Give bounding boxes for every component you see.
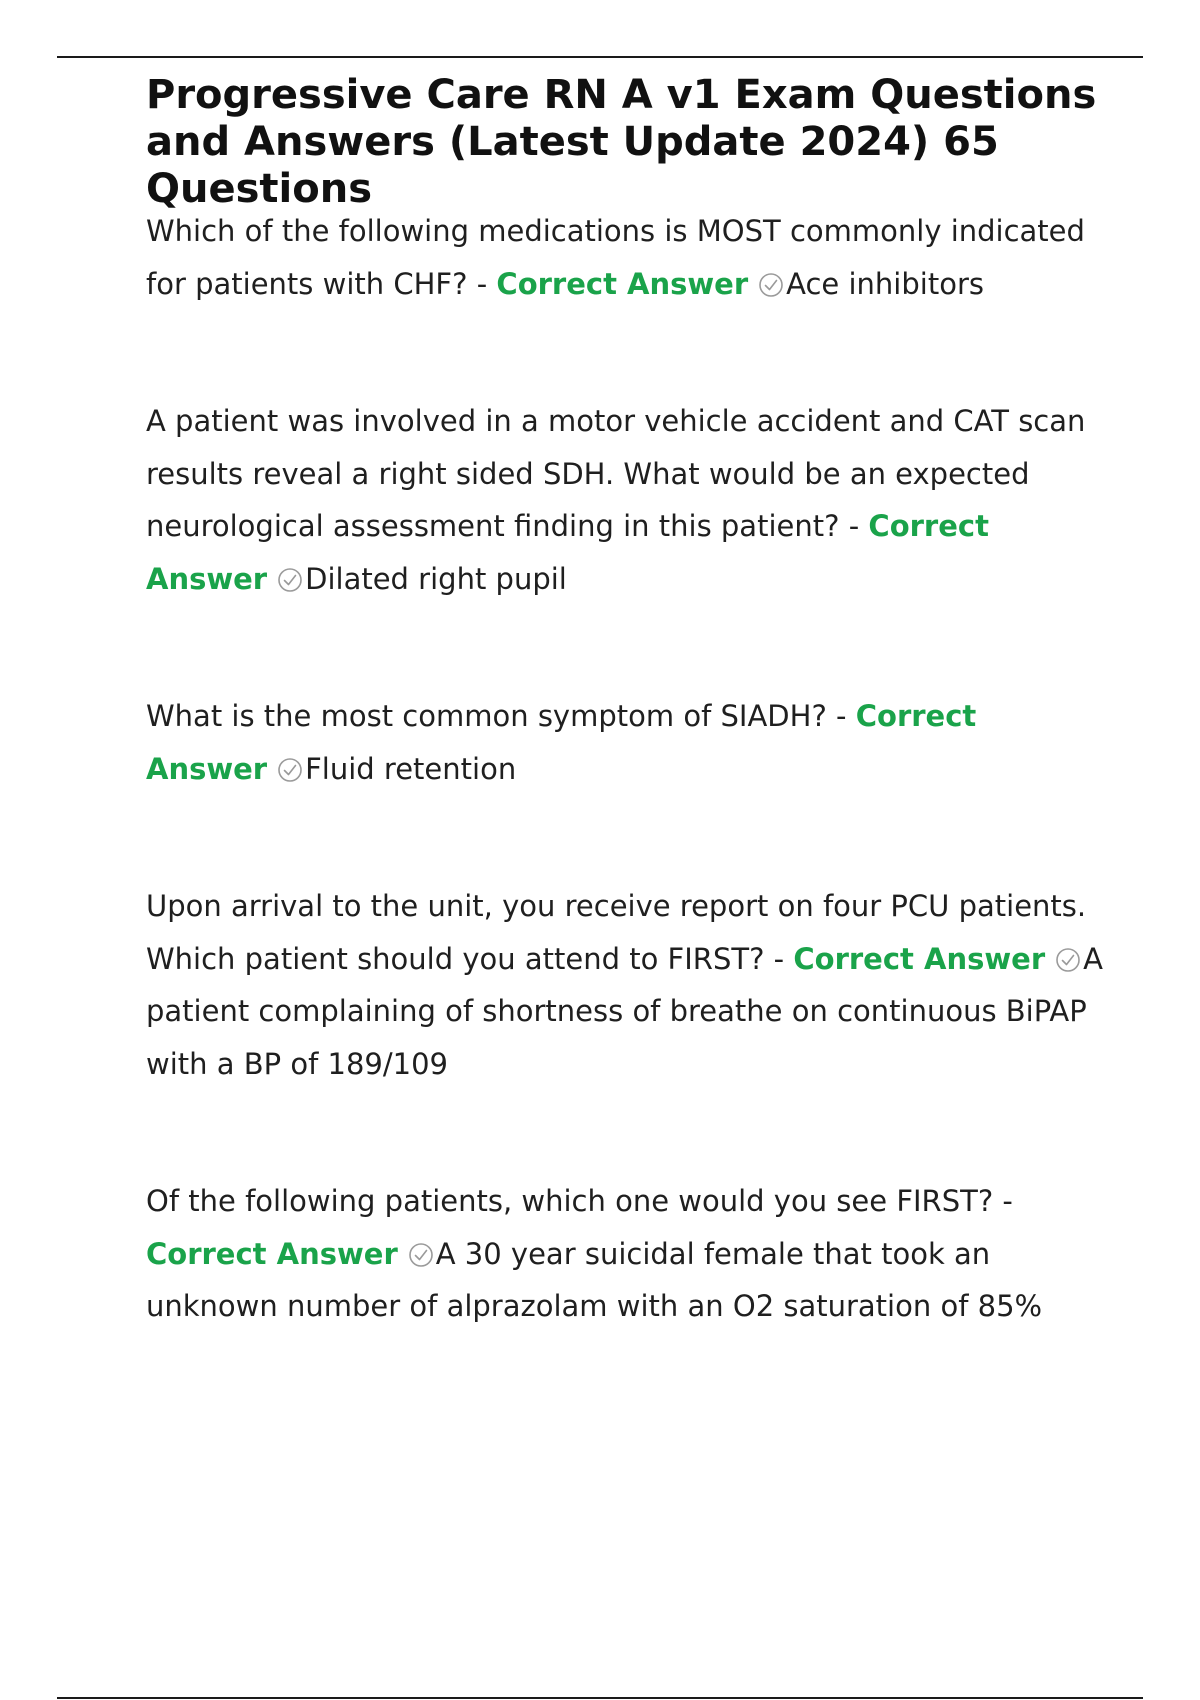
answer-text: Fluid retention <box>305 751 517 786</box>
answer-text: A 30 year suicidal female that took an unknown number of alprazolam with an O2 saturation of 85% <box>146 1236 1043 1323</box>
bottom-divider <box>57 1697 1143 1699</box>
checkmark-circle-icon <box>758 272 784 298</box>
document-title: Progressive Care RN A v1 Exam Questions and Answers (Latest Update 2024) 65 Questions <box>146 72 1097 212</box>
correct-answer-label: Correct Answer <box>146 699 977 786</box>
checkmark-circle-icon <box>1055 947 1081 973</box>
qa-item <box>146 1175 1106 1333</box>
question-text: Of the following patients, which one would you see FIRST? - <box>146 1184 1013 1218</box>
correct-answer-label: Correct Answer <box>496 266 749 301</box>
document-body <box>146 72 1106 1333</box>
checkmark-circle-icon <box>408 1242 434 1268</box>
correct-answer-label: Correct Answer <box>793 941 1046 976</box>
checkmark-circle-icon <box>277 567 303 593</box>
qa-item <box>146 395 1106 605</box>
checkmark-circle-icon <box>277 757 303 783</box>
answer-text: A patient complaining of shortness of breathe on continuous BiPAP with a BP of 189/109 <box>146 941 1103 1081</box>
answer-text: Dilated right pupil <box>305 561 567 596</box>
qa-item <box>146 205 1106 310</box>
qa-item <box>146 690 1106 795</box>
correct-answer-label: Correct Answer <box>146 509 989 596</box>
question-text: A patient was involved in a motor vehicle accident and CAT scan results reveal a right sided SDH. What would be an expected neurological assessment finding in this patient? - <box>146 404 1086 543</box>
answer-text: Ace inhibitors <box>786 266 984 301</box>
top-divider <box>57 56 1143 58</box>
qa-item <box>146 880 1106 1090</box>
correct-answer-label: Correct Answer <box>146 1236 398 1271</box>
question-text: Upon arrival to the unit, you receive report on four PCU patients. Which patient should you attend to FIRST? - <box>146 889 1087 976</box>
question-text: Which of the following medications is MOST commonly indicated for patients with CHF? - <box>146 214 1085 301</box>
question-text: What is the most common symptom of SIADH? - <box>146 699 847 733</box>
